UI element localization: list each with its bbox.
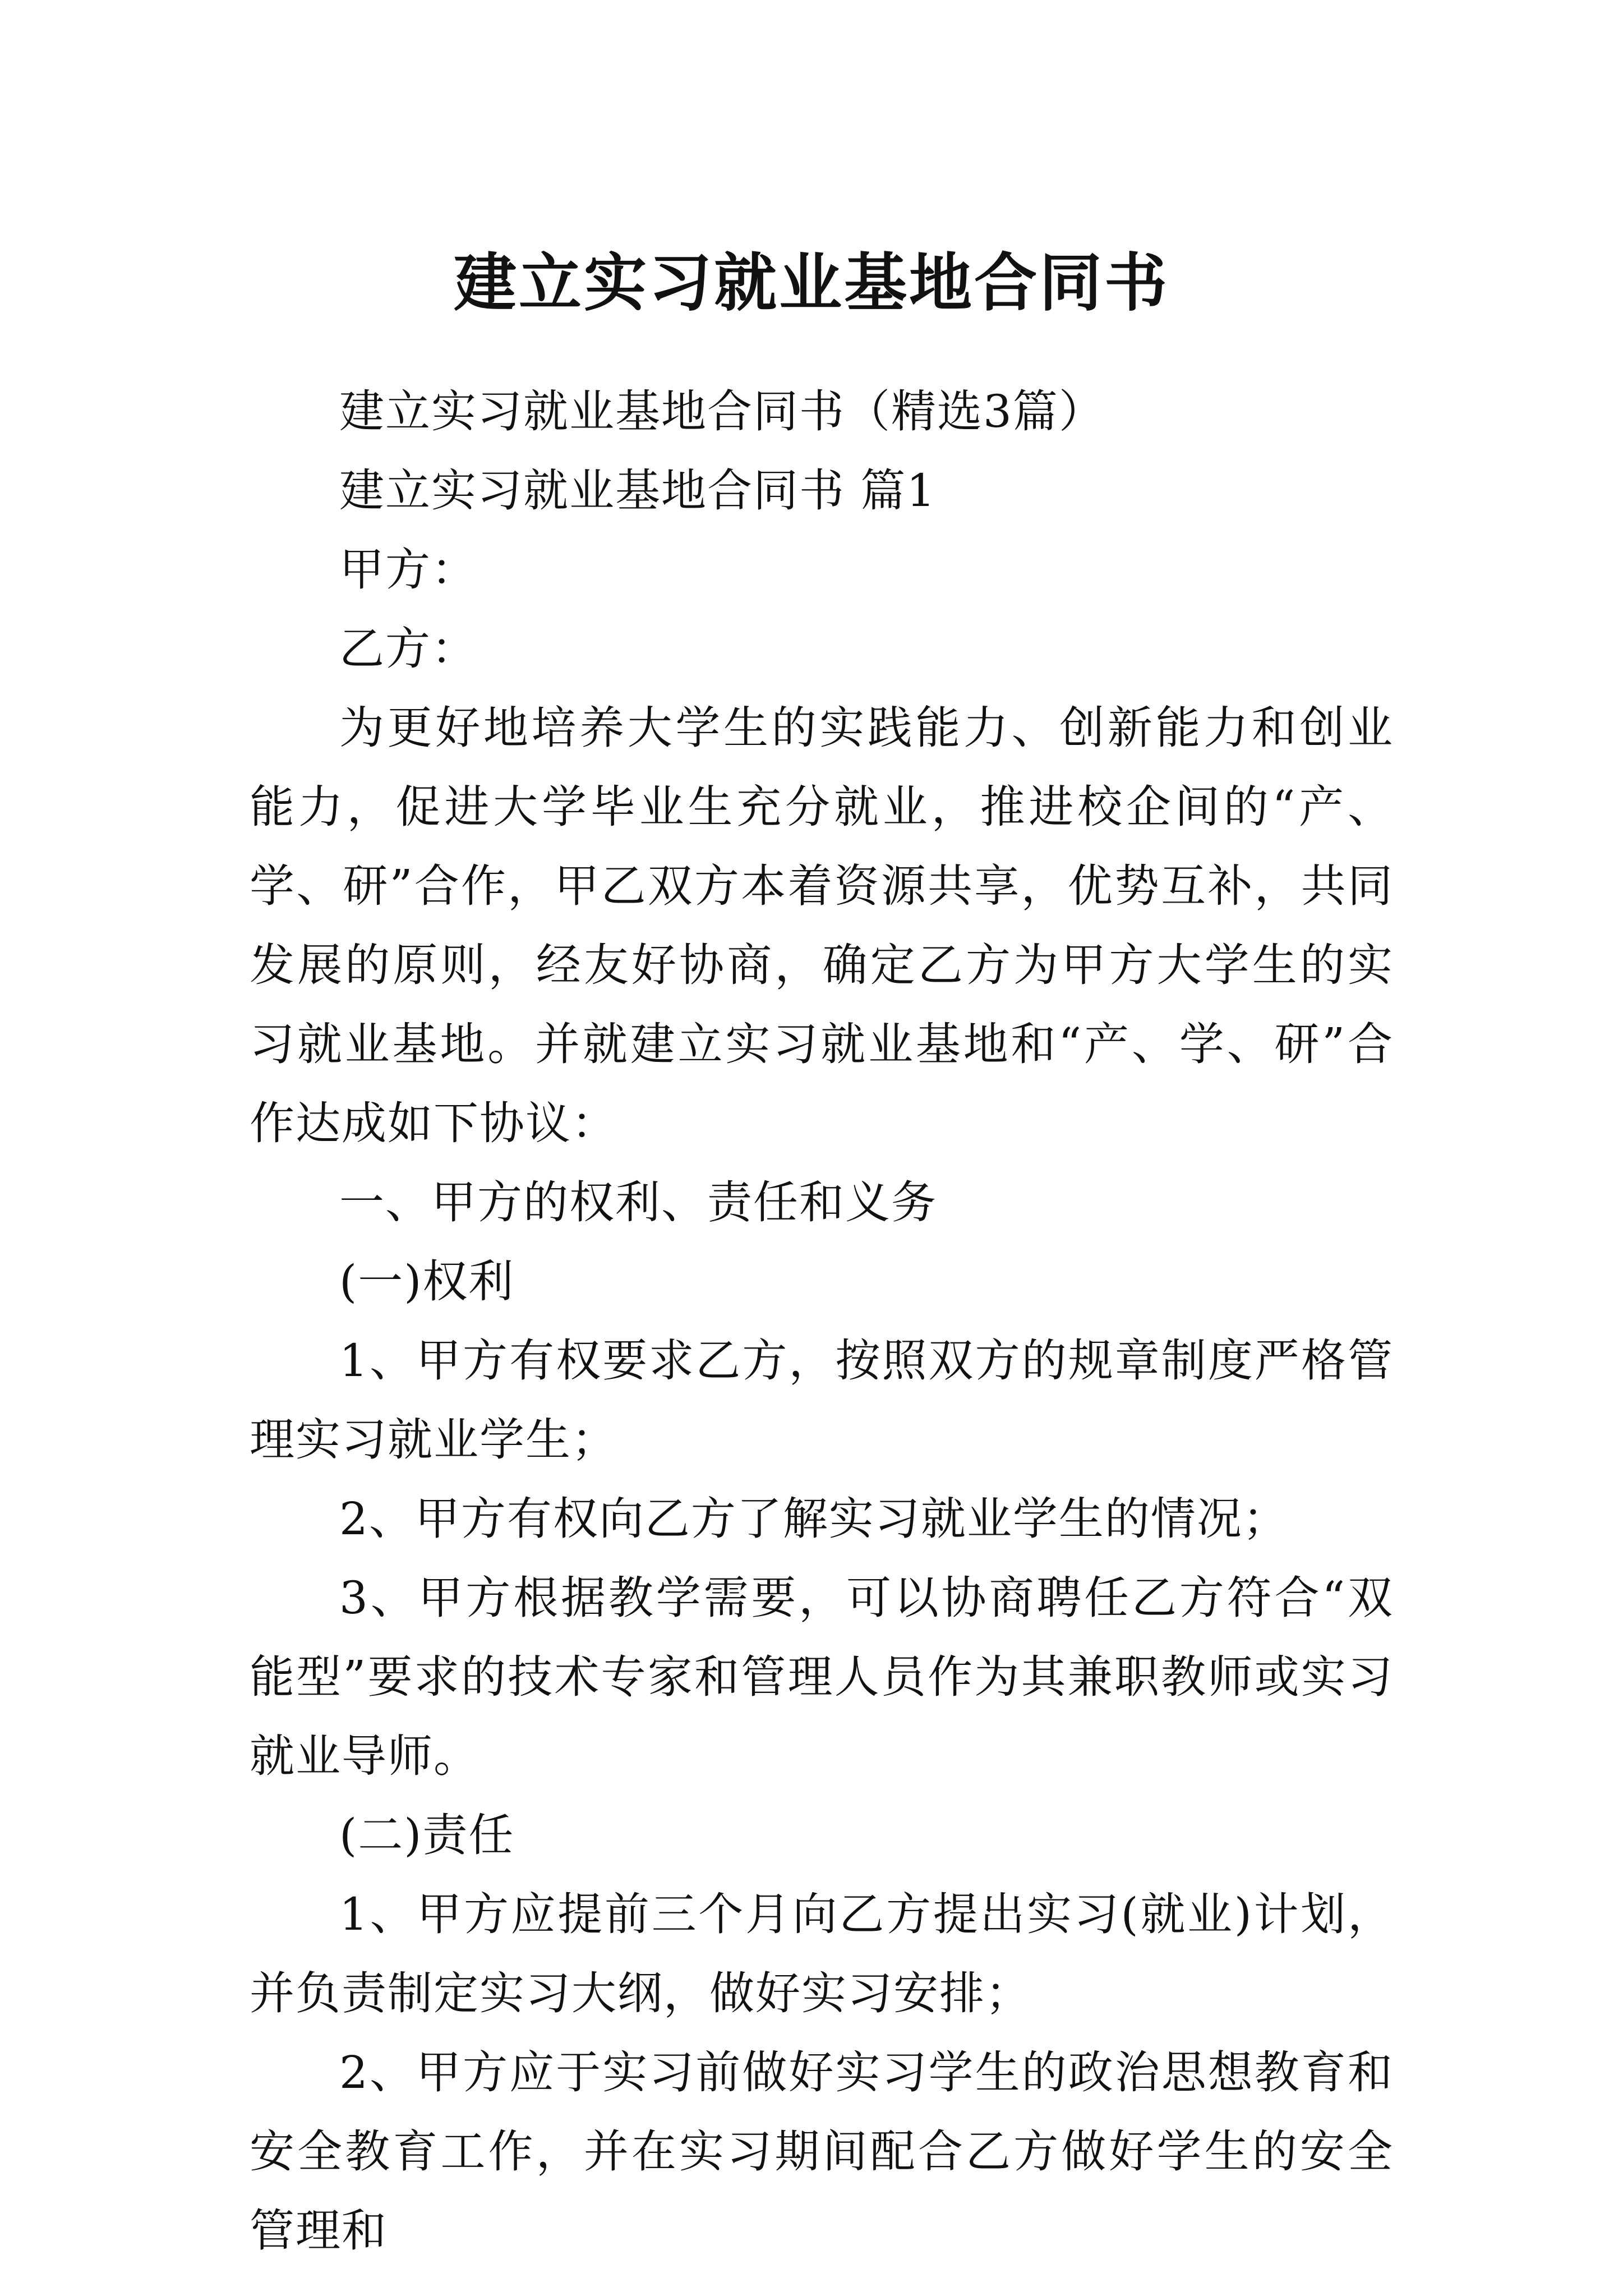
paragraph-subtitle: 建立实习就业基地合同书（精选3篇） — [339, 385, 1105, 438]
paragraph-responsibility-2: 2、甲方应于实习前做好实习学生的政治思想教育和安全教育工作，并在实习期间配合乙方做好学生的安全管理和 — [250, 2046, 1394, 2257]
paragraph-responsibility-1: 1、甲方应提前三个月向乙方提出实习(就业)计划，并负责制定实习大纲，做好实习安排； — [250, 1888, 1394, 2019]
paragraph-responsibilities-heading: (二)责任 — [339, 1809, 515, 1861]
document-title: 建立实习就业基地合同书 — [454, 246, 1169, 320]
paragraph-party-b: 乙方： — [339, 623, 477, 675]
paragraph-right-1: 1、甲方有权要求乙方，按照双方的规章制度严格管理实习就业学生； — [250, 1335, 1394, 1466]
paragraph-party-a: 甲方： — [339, 544, 477, 596]
paragraph-part-one-heading: 一、甲方的权利、责任和义务 — [339, 1176, 937, 1228]
paragraph-rights-heading: (一)权利 — [339, 1255, 515, 1308]
paragraph-preamble: 为更好地培养大学生的实践能力、创新能力和创业能力，促进大学毕业生充分就业，推进校企间的“产、学、研”合作，甲乙双方本着资源共享，优势互补，共同发展的原则，经友好协商，确定乙方为甲方大学生的实习就业基地。并就建立实习就业基地和“产、学、研”合作达成如下协议： — [250, 702, 1394, 1149]
paragraph-right-2: 2、甲方有权向乙方了解实习就业学生的情况； — [339, 1493, 1289, 1545]
paragraph-section-heading: 建立实习就业基地合同书 篇1 — [339, 464, 937, 517]
document-body — [250, 372, 1394, 2270]
paragraph-right-3: 3、甲方根据教学需要，可以协商聘任乙方符合“双能型”要求的技术专家和管理人员作为其兼职教师或实习就业导师。 — [250, 1572, 1394, 1782]
